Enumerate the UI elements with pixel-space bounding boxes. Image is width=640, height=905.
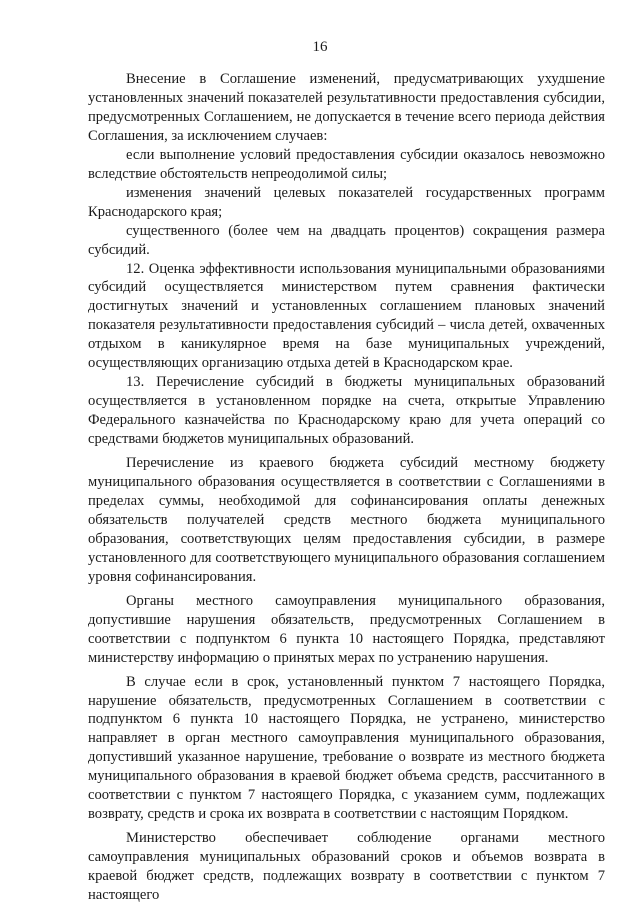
paragraph-refund-demand: В случае если в срок, установленный пунктом 7 настоящего Порядка, нарушение обязательств, предусмотренных Соглашением в соответствии с подпунктом 6 пункта 10 настоящего Порядка, не устранено, министерство направляет в орган местного самоуправления муниципального образования, допустивший указанное нарушение, требование о возврате из местного бюджета муниципального образования в краевой бюджет объема средств, рассчитанного в соответствии с пунктом 7 настоящего Порядка, с указанием сумм, подлежащих возврату, средств и срока их возврата в соответствии с настоящим Порядком.	[88, 673, 605, 823]
paragraph-item-13: 13. Перечисление субсидий в бюджеты муниципальных образований осуществляется в установленном порядке на счета, открытые Управлению Федерального казначейства по Краснодарскому краю для учета операций со средствами бюджетов муниципальных образований.	[88, 374, 605, 448]
paragraph-force-majeure: если выполнение условий предоставления субсидии оказалось невозможно вследствие обстоятельств непреодолимой силы;	[88, 146, 605, 182]
paragraph-agreement-changes: Внесение в Соглашение изменений, предусматривающих ухудшение установленных значений показателей результативности предоставления субсидии, предусмотренных Соглашением, не допускается в течение всего периода действия Соглашения, за исключением случаев:	[88, 71, 605, 144]
paragraph-ministry-control: Министерство обеспечивает соблюдение органами местного самоуправления муниципальных образований сроков и объемов возврата в краевой бюджет средств, подлежащих возврату в соответствии с пунктом 7 настоящего	[88, 830, 605, 904]
document-body	[88, 70, 605, 905]
paragraph-transfer: Перечисление из краевого бюджета субсидий местному бюджету муниципального образования осуществляется в соответствии с Соглашениями в пределах суммы, необходимой для софинансирования оплаты денежных обязательств получателей средств местного бюджета муниципального образования, соответствующих целям предоставления субсидии, в размере установленного для соответствующего муниципального образования соглашением уровня софинансирования.	[88, 455, 605, 585]
paragraph-target-indicators: изменения значений целевых показателей государственных программ Краснодарского края;	[88, 184, 605, 220]
paragraph-item-12: 12. Оценка эффективности использования муниципальными образованиями субсидий осуществляется министерством путем сравнения фактически достигнутых значений и установленных соглашением плановых значений показателя результативности предоставления субсидий – числа детей, охваченных отдыхом в каникулярное время на базе муниципальных учреждений, осуществляющих организацию отдыха детей в Краснодарском крае.	[88, 260, 605, 372]
paragraph-violations-info: Органы местного самоуправления муниципального образования, допустившие нарушения обязательств, предусмотренных Соглашением в соответствии с подпунктом 6 пункта 10 настоящего Порядка, представляют министерству информацию о принятых мерах по устранению нарушения.	[88, 592, 605, 666]
paragraph-subsidy-reduction: существенного (более чем на двадцать процентов) сокращения размера субсидий.	[88, 222, 605, 258]
page-number: 16	[312, 39, 328, 55]
